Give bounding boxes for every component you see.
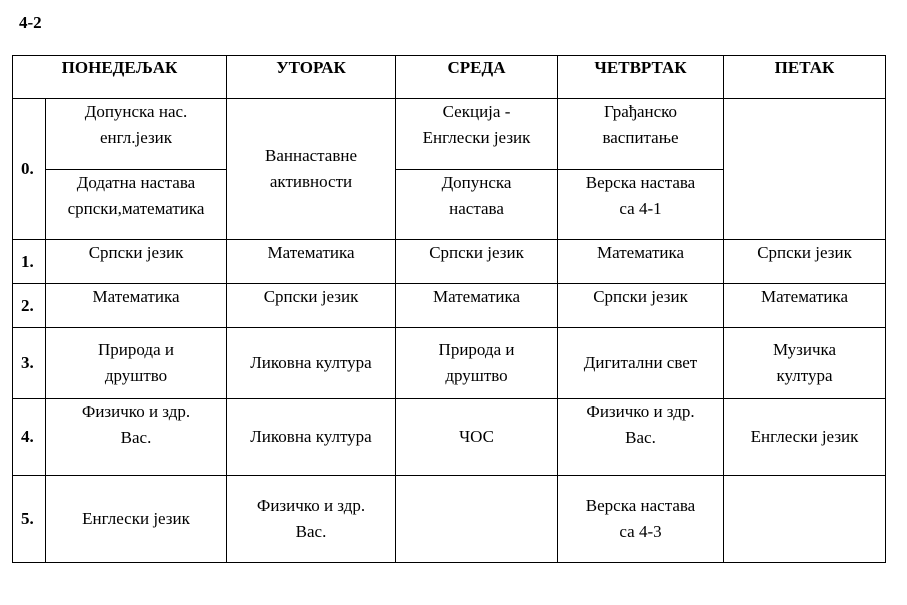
period-number-2: 2. (13, 284, 46, 328)
schedule-cell: Ликовна култура (227, 399, 396, 476)
schedule-cell: Математика (558, 240, 724, 284)
schedule-cell (396, 476, 558, 563)
schedule-cell: Енглески језик (46, 476, 227, 563)
schedule-cell: Српски језик (46, 240, 227, 284)
period-number-5: 5. (13, 476, 46, 563)
period-number-1: 1. (13, 240, 46, 284)
schedule-cell: Енглески језик (724, 399, 886, 476)
schedule-cell: ЧОС (396, 399, 558, 476)
day-header-monday: ПОНЕДЕЉАК (13, 56, 227, 99)
schedule-cell: Физичко и здр. Вас. (558, 399, 724, 476)
period-row-3 (13, 328, 886, 399)
schedule-table (12, 55, 886, 563)
schedule-cell: Допунска настава (396, 170, 558, 240)
schedule-cell: Дигитални свет (558, 328, 724, 399)
day-header-wednesday: СРЕДА (396, 56, 558, 99)
class-title: 4-2 (19, 13, 42, 32)
schedule-cell: Ликовна култура (227, 328, 396, 399)
schedule-cell: Математика (227, 240, 396, 284)
day-header-thursday: ЧЕТВРТАК (558, 56, 724, 99)
schedule-cell: Физичко и здр. Вас. (46, 399, 227, 476)
schedule-cell: Физичко и здр. Вас. (227, 476, 396, 563)
schedule-cell: Допунска нас. енгл.језик (46, 99, 227, 170)
schedule-cell: Ваннаставне активности (227, 99, 396, 240)
day-header-friday: ПЕТАК (724, 56, 886, 99)
schedule-cell: Српски језик (396, 240, 558, 284)
period-row-1 (13, 240, 886, 284)
header-row (13, 56, 886, 99)
schedule-cell: Грађанско васпитање (558, 99, 724, 170)
schedule-cell: Верска настава са 4-1 (558, 170, 724, 240)
period-row-0a (13, 99, 886, 170)
period-row-2 (13, 284, 886, 328)
schedule-cell: Природа и друштво (396, 328, 558, 399)
period-row-4 (13, 399, 886, 476)
schedule-cell: Верска настава са 4-3 (558, 476, 724, 563)
schedule-cell: Математика (46, 284, 227, 328)
schedule-cell: Секција - Енглески језик (396, 99, 558, 170)
period-number-4: 4. (13, 399, 46, 476)
schedule-cell (724, 99, 886, 240)
schedule-cell (724, 476, 886, 563)
schedule-cell: Српски језик (724, 240, 886, 284)
period-row-5 (13, 476, 886, 563)
period-number-0: 0. (13, 99, 46, 240)
schedule-cell: Музичка култура (724, 328, 886, 399)
schedule-cell: Додатна настава српски,математика (46, 170, 227, 240)
day-header-tuesday: УТОРАК (227, 56, 396, 99)
schedule-cell: Природа и друштво (46, 328, 227, 399)
period-number-3: 3. (13, 328, 46, 399)
schedule-cell: Српски језик (558, 284, 724, 328)
schedule-cell: Математика (396, 284, 558, 328)
schedule-cell: Српски језик (227, 284, 396, 328)
schedule-cell: Математика (724, 284, 886, 328)
